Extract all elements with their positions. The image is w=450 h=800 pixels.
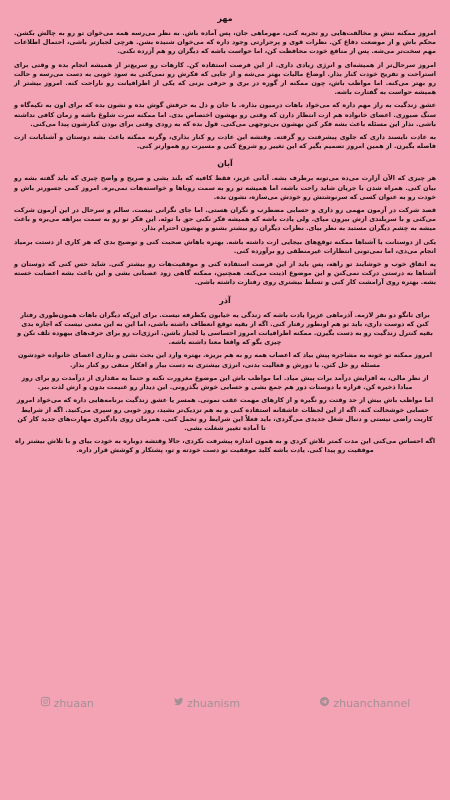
paragraph: امروز ممکنه تو خونه به مشاجره پیش بیاد که اعصاب همه رو به هم بریزه. بهتره وارد این بحث نشی و بذاری اعضای خانواده خودشون مسئله رو حل کنن. یا دورش و فعالیت بدنی، انرژی بیشتری به دست بیار و افکار منفی رو کنار بذار. — [17, 351, 433, 369]
paragraph: هر چیزی که الآن آزارت می‌ده می‌تونه برطرف بشه. آبانی عزیز، فقط کافیه که بلند بشی و صریح و واضح چیزی که باید گفته بشه رو بیان کنی. همراه شدن با جریان شاید راحت باشه، اما همیشه تو رو به سمت رویاها و خواسته‌هات نمی‌بره. امروز کمی جسورتر باش و خودت رو به عنوان کسی که سرنوشتش رو خودش می‌سازه، نشون بده. — [14, 174, 436, 201]
twitter-icon — [173, 696, 184, 710]
instagram-icon — [40, 696, 51, 710]
watermark-instagram — [40, 696, 94, 710]
paragraph: یکی از دوستانت یا آشناها ممکنه توقع‌های بیجایی ازت داشته باشه. بهتره باهاش صحبت کنی و توضیح بدی که هر کاری از دستت برمیاد انجام می‌دی، اما نمی‌تونی انتظارات غیرمنطقی رو برآورده کنی. — [14, 237, 436, 255]
paragraph: قصد شرکت در آزمون مهمی رو داری و حسابی مضطرب و نگران هستی. اما جای نگرانی نیست. سالم و سرحال در این آزمون شرکت می‌کنی و با سربلندی ازش بیرون میای. ولی یادت باشه که همیشه فکر نکنی حق با توئه. این فکر تو رو به سمت بیراهه می‌بره و باعث میشه به چشم دیگران مستبد به نظر بیای. نظرات دیگران رو بیشتر بشنو و بهشون احترام بذار. — [14, 206, 436, 233]
watermark-instagram-handle: zhuaan — [53, 696, 94, 710]
paragraph: اما مواظب باش بیش از حد وقتت رو نگیره و از کارهای مهمت عقب نمونی. همسر یا عشق زندگیت برنامه‌هایی داره که می‌خواد امروز حسابی خوشحالت کنه. اگه از این لحظات عاشقانه استفاده کنی و به هم نزدیک‌تر بشید، روز خوبی رو سپری می‌کنید. اگه از شرایط کاریت راضی نیستی و دنبال شغل جدیدی می‌گردی، باید فعلاً این شرایط رو تحمل کنی. همزمان روی یادگیری مهارت‌های جدید کار کن تا آماده تغییر شغلت بشی. — [16, 396, 434, 432]
watermark-telegram — [319, 696, 410, 710]
paragraph: امروز ممکنه تنش و مخالفت‌هایی رو تجربه کنی، مهرماهی جان، پس آماده باش. به نظر می‌رسه همه می‌خوان تو رو به چالش بکشن. محکم باش و از موضعت دفاع کن. نظرات قوی و پرحرارتی وجود داره که می‌خوان شنیده بشن. هرچی لجبازتر باشی، احتمال اطلاعات مهم سخت‌تر می‌شه. پس از منافع خودت محافظت کن، اما حواست باشه که دیگران رو هم آزرده نکنی. — [14, 29, 436, 56]
paragraph: عشق زندگیت به راز مهم داره که می‌خواد باهات درمیون بذاره. با جان و دل به حرفش گوش بده و نشون بده که برای اون به تکیه‌گاه و سنگ صبوری. اعضای خانواده هم ازت انتظار دارن که وقتی رو بهشون اختصاص بدی. اما ممکنه سرت شلوغ باشه و زمان کافی نداشته باشی. نذار این مسئله باعث بشه فکر کنن بهشون بی‌توجهی می‌کنی. قول بده که به زودی وقتی برای بودن کنارشون پیدا می‌کنی. — [14, 101, 436, 128]
section-mehr — [14, 14, 436, 151]
paragraph: برای تانگو دو نفر لازمه. آذرماهی عزیزا یادت باشه که زندگی یه خیابون یکطرفه نیست. برای این‌که دیگران باهات همون‌طوری رفتار کنن که دوست داری، باید تو هم اونطور رفتار کنی. اگه از بقیه توقع انعطاف داشته باشی، اما این به این معنی نیست که اجازه بدی بقیه کنترل زندگیت رو به دست بگیرن. ممکنه اطرافیانت امروز احساسی یا لجباز باشن. انرژی‌ات رو برای حرف‌های بیهوده تلف نکن و چیزی بگو که واقعا معنا داشته باشه. — [17, 310, 433, 347]
section-title-aban: آبان — [217, 159, 233, 169]
section-azar — [14, 296, 436, 456]
paragraph: امروز سرحال‌تر از همیشه‌ای و انرژی زیادی داری. از این فرصت استفاده کن. کارهات رو سریع‌تر از همیشه انجام بده و وقتی برای استراحت و تفریح خودت کنار بذار. اوضاع مالیات بهتر می‌شه و از جایی که فکرش رو نمی‌کنی به سود خوبی به دست می‌رسه و حالت رو بهتر می‌کنه. اما مواظب باش، چون ممکنه از گوره در بری و حرفی بزنی که یکی از اطرافیانت رو ناراحت کنه. امروز بیشتر از همیشه حواست به گفتارت باشه. — [14, 60, 436, 97]
watermark-telegram-handle: zhuanchannel — [333, 696, 411, 710]
social-watermark — [0, 696, 450, 710]
section-title-mehr: مهر — [217, 14, 233, 23]
paragraph: اگه احساس می‌کنی این مدت کمتر تلاش کردی و به همون اندازه پیشرفت نکردی، حالا وقتشه دوباره به خودت بیای و با تلاش بیشتر راه موفقیت رو پیدا کنی. یادت باشه کلید موفقیت تو دست خودته و تو، پشتکار و کوشش قرار داره. — [14, 437, 436, 455]
telegram-icon — [319, 696, 330, 710]
paragraph: به عادت نایسند داری که جلوی پیشرفتت رو گرفته. وقتشه این عادت رو کنار بذاری، وگرنه ممکنه باعث بشه دوستان و آشنایانت ازت فاصله بگیرن. از همین امروز تصمیم بگیر که این تغییر رو شروع کنی و مسیرت رو هموارتر کنی. — [14, 133, 436, 151]
section-title-azar: آذر — [219, 295, 231, 305]
paragraph: از نظر مالی، یه افزایش درآمد برات پیش میاد. اما مواظب باش این موضوع مغرورت نکنه و حتما یه مقداری از درآمدت رو برای روز مبادا ذخیره کن. قراره با دوستات دور هم جمع بشی و حسابی خوش بگذرونی. این دیدار رو غنیمت بدون و ازش لذت ببر. — [21, 373, 429, 392]
section-aban — [14, 159, 436, 287]
watermark-twitter-handle: zhuanism — [187, 696, 241, 710]
watermark-twitter — [173, 696, 240, 710]
paragraph: یه اتفاق خوب و خوشایند تو راهه، پس باید از این فرصت استفاده کنی و موفقیت‌هات رو بیشتر کنی. شاید حس کنی که دوستان و آشناها به درستی درکت نمی‌کنن و این موضوع اذیتت می‌کنه. همچنین، ممکنه گاهی زود عصبانی بشی و این باعث بشه اعصابت خسته بشه. بهتره روی آرامشت کار کنی و تسلط بیشتری روی رفتارت داشته باشی. — [14, 260, 436, 287]
